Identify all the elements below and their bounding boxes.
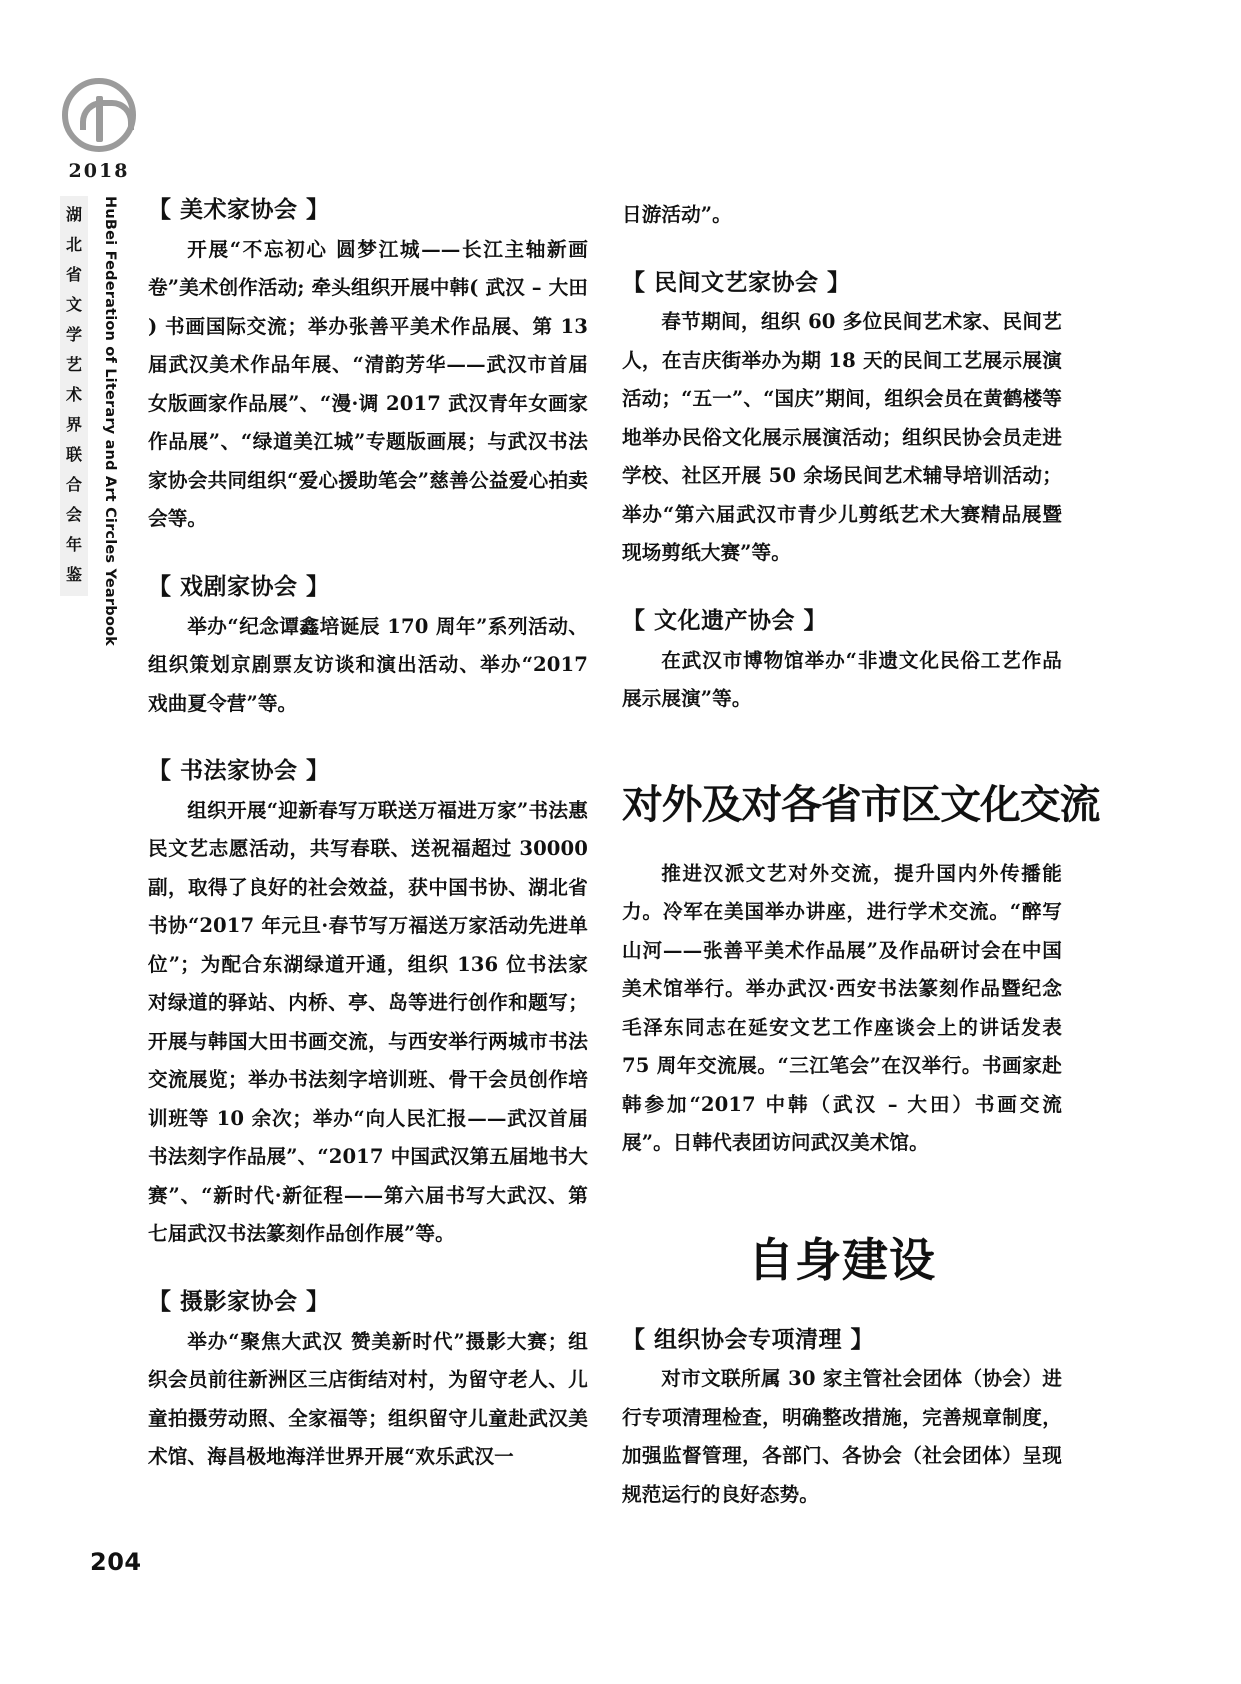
sidebar-title-char: 术 bbox=[65, 385, 82, 404]
section-body-calligraphy: 组织开展“迎新春写万联送万福进万家”书法惠民文艺志愿活动，共写春联、送祝福超过 30000 副，取得了良好的社会效益，获中国书协、湖北省书协“2017 年元旦·春节写万福送万家活动先进单位”；为配合东湖绿道开通，组织 136 位书法家对绿道的驿站、内桥、亭、岛等进行创作和题写；开展与韩国大田书画交流，与西安举行两城市书法交流展览；举办书法刻字培训班、骨干会员创作培训班等 10 余次；举办“向人民汇报——武汉首届书法刻字作品展”、“2017 中国武汉第五届地书大赛”、“新时代·新征程——第六届书写大武汉、第七届武汉书法篆刻作品创作展”等。 bbox=[148, 798, 588, 1246]
section-heading-folk-art: 【 民间文艺家协会 】 bbox=[622, 269, 851, 296]
sidebar-running-title bbox=[60, 196, 124, 646]
sidebar-title-char: 鉴 bbox=[65, 565, 82, 584]
sidebar-title-en: HuBei Federation of Literary and Art Circles Yearbook bbox=[102, 196, 118, 646]
sidebar-title-char: 湖 bbox=[65, 205, 82, 224]
sidebar-title-cn bbox=[60, 196, 88, 596]
sidebar-title-char: 年 bbox=[65, 535, 82, 554]
masthead-year: 2018 bbox=[68, 160, 130, 182]
section-heading-photography: 【 摄影家协会 】 bbox=[148, 1288, 330, 1315]
yearbook-emblem-icon bbox=[62, 78, 136, 152]
section-body-association-cleanup: 对市文联所属 30 家主管社会团体（协会）进行专项清理检查，明确整改措施，完善规章制度，加强监督管理，各部门、各协会（社会团体）呈现规范运行的良好态势。 bbox=[622, 1367, 1062, 1506]
section-heading-fine-arts: 【 美术家协会 】 bbox=[148, 197, 330, 223]
sidebar-title-char: 文 bbox=[65, 295, 82, 314]
section-heading-calligraphy: 【 书法家协会 】 bbox=[148, 758, 330, 784]
section-body-folk-art: 春节期间，组织 60 多位民间艺术家、民间艺人，在吉庆街举办为期 18 天的民间工艺展示展演活动；“五一”、“国庆”期间，组织会员在黄鹤楼等地举办民俗文化展示展演活动；组织民协会员走进学校、社区开展 50 余场民间艺术辅导培训活动；举办“第六届武汉市青少儿剪纸艺术大赛精品展暨现场剪纸大赛”等。 bbox=[622, 310, 1062, 565]
sidebar-title-char: 学 bbox=[65, 325, 82, 344]
major-heading-external-exchange: 对外及对各省市区文化交流 bbox=[622, 781, 1100, 828]
sidebar-title-char: 合 bbox=[65, 475, 82, 494]
column-left bbox=[148, 196, 588, 1477]
masthead bbox=[56, 78, 142, 182]
section-heading-association-cleanup: 【 组织协会专项清理 】 bbox=[622, 1326, 875, 1353]
sidebar-title-char: 艺 bbox=[65, 355, 82, 374]
major-section-body-external-exchange: 推进汉派文艺对外交流，提升国内外传播能力。冷军在美国举办讲座，进行学术交流。“醉写山河——张善平美术作品展”及作品研讨会在中国美术馆举行。举办武汉·西安书法篆刻作品暨纪念毛泽东同志在延安文艺工作座谈会上的讲话发表 75 周年交流展。“三江笔会”在汉举行。书画家赴韩参加“2017 中韩（武汉 – 大田）书画交流展”。日韩代表团访问武汉美术馆。 bbox=[622, 861, 1062, 1154]
sidebar-title-char: 联 bbox=[65, 445, 82, 464]
section-body-drama: 举办“纪念谭鑫培诞辰 170 周年”系列活动、组织策划京剧票友访谈和演出活动、举办“2017 戏曲夏令营”等。 bbox=[148, 614, 588, 715]
page-number: 204 bbox=[90, 1548, 142, 1576]
section-body-fine-arts: 开展“不忘初心 圆梦江城——长江主轴新画卷”美术创作活动; 牵头组织开展中韩( 武汉 – 大田 ) 书画国际交流；举办张善平美术作品展、第 13 届武汉美术作品年展、“清韵芳华——武汉市首届女版画家作品展”、“漫·调 2017 武汉青年女画家作品展”、“绿道美江城”专题版画展；与武汉书法家协会共同组织“爱心援助笔会”慈善公益爱心拍卖会等。 bbox=[148, 237, 588, 531]
sidebar-title-char: 会 bbox=[65, 505, 82, 524]
sidebar-title-char: 北 bbox=[65, 235, 82, 254]
section-heading-cultural-heritage: 【 文化遗产协会 】 bbox=[622, 607, 828, 634]
section-heading-drama: 【 戏剧家协会 】 bbox=[148, 573, 330, 600]
paragraph-continuation: 日游活动”。 bbox=[622, 203, 732, 226]
column-right bbox=[622, 196, 1100, 1514]
sidebar-title-char: 界 bbox=[65, 415, 82, 434]
sidebar-title-char: 省 bbox=[65, 265, 82, 284]
major-heading-self-construction: 自身建设 bbox=[748, 1232, 936, 1287]
section-body-photography: 举办“聚焦大武汉 赞美新时代”摄影大赛；组织会员前往新洲区三店街结对村，为留守老人、儿童拍摄劳动照、全家福等；组织留守儿童赴武汉美术馆、海昌极地海洋世界开展“欢乐武汉一 bbox=[148, 1329, 588, 1468]
section-body-cultural-heritage: 在武汉市博物馆举办“非遗文化民俗工艺作品展示展演”等。 bbox=[622, 648, 1062, 710]
